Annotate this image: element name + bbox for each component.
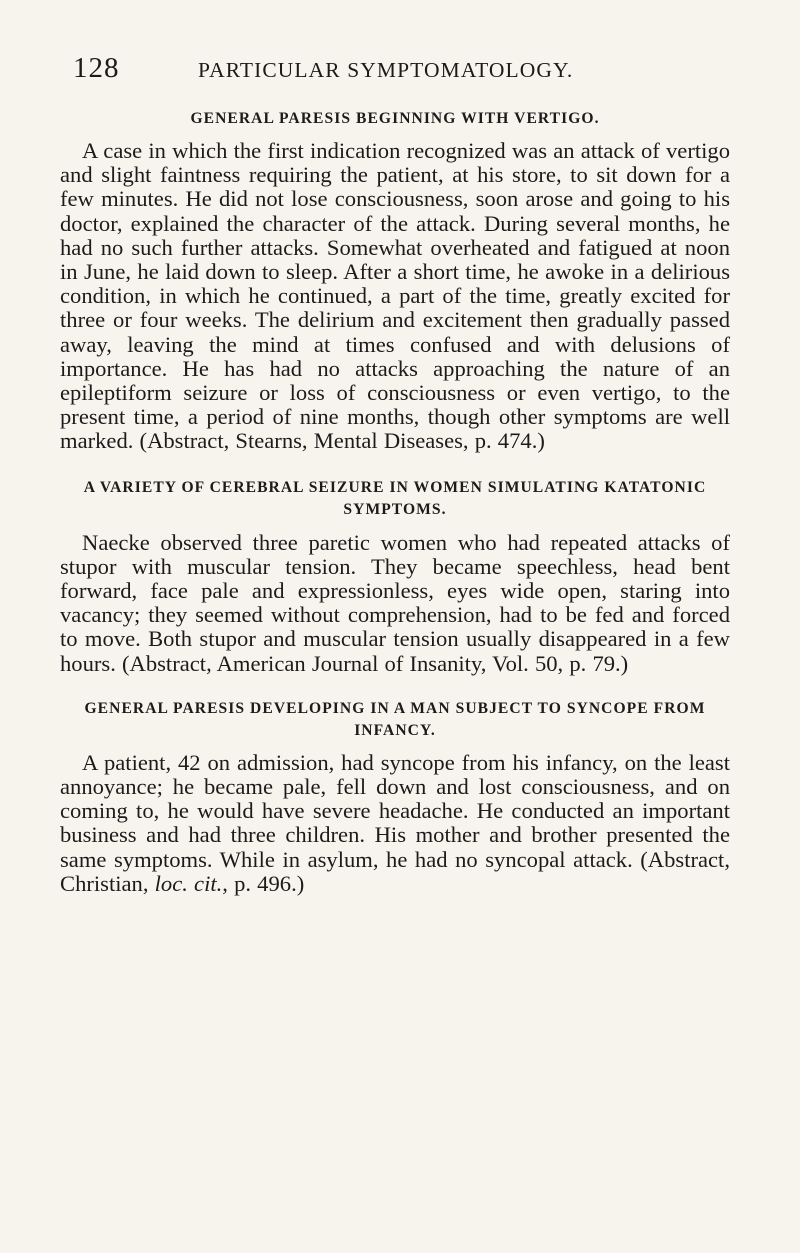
section-syncope bbox=[60, 698, 730, 896]
section-heading: A VARIETY OF CEREBRAL SEIZURE IN WOMEN SIMULATING KATATONIC SYMPTOMS. bbox=[83, 478, 707, 518]
running-title: PARTICULAR SYMPTOMATOLOGY. bbox=[198, 58, 574, 82]
section-paragraph bbox=[60, 751, 730, 896]
section-heading: GENERAL PARESIS BEGINNING WITH VERTIGO. bbox=[190, 110, 600, 127]
section-vertigo bbox=[60, 108, 730, 454]
paragraph-end: , p. 496.) bbox=[222, 870, 305, 896]
page-number: 128 bbox=[73, 52, 120, 84]
running-head bbox=[60, 52, 730, 92]
section-paragraph: Naecke observed three paretic women who had repeated attacks of stupor with muscular tension. They became speechless, head bent forward, face pale and expressionless, eyes wide open, staring into vacancy; they seemed without comprehension, had to be fed and forced to move. Both stupor and muscular tension usually disappeared in a few hours. (Abstract, American Journal of Insanity, Vol. 50, p. 79.) bbox=[60, 529, 730, 676]
paragraph-text: A patient, 42 on admission, had syncope from his infancy, on the least annoyance; he became pale, fell down and lost consciousness, and on coming to, he would have severe headache. He conducted an important business and had three children. His mother and brother presented the same symptoms. While in asylum, he had no syncopal attack. (Abstract, Christian, bbox=[60, 749, 730, 896]
section-paragraph: A case in which the first indication recognized was an attack of vertigo and slight faintness requiring the patient, at his store, to sit down for a few minutes. He did not lose consciousness, soon arose and going to his doctor, explained the character of the attack. During several months, he had no such further attacks. Somewhat overheated and fatigued at noon in June, he laid down to sleep. After a short time, he awoke in a delirious condition, in which he continued, a part of the time, greatly excited for three or four weeks. The delirium and excitement then gradually passed away, leaving the mind at times confused and with delusions of importance. He has had no attacks approaching the nature of an epileptiform seizure or loss of consciousness or even vertigo, to the present time, a period of nine months, though other symptoms are well marked. (Abstract, Stearns, Mental Diseases, p. 474.) bbox=[60, 138, 730, 454]
book-page bbox=[60, 52, 730, 896]
section-katatonic bbox=[60, 477, 730, 676]
citation-italic: loc. cit. bbox=[154, 870, 223, 896]
section-heading: GENERAL PARESIS DEVELOPING IN A MAN SUBJECT TO SYNCOPE FROM INFANCY. bbox=[84, 699, 706, 739]
